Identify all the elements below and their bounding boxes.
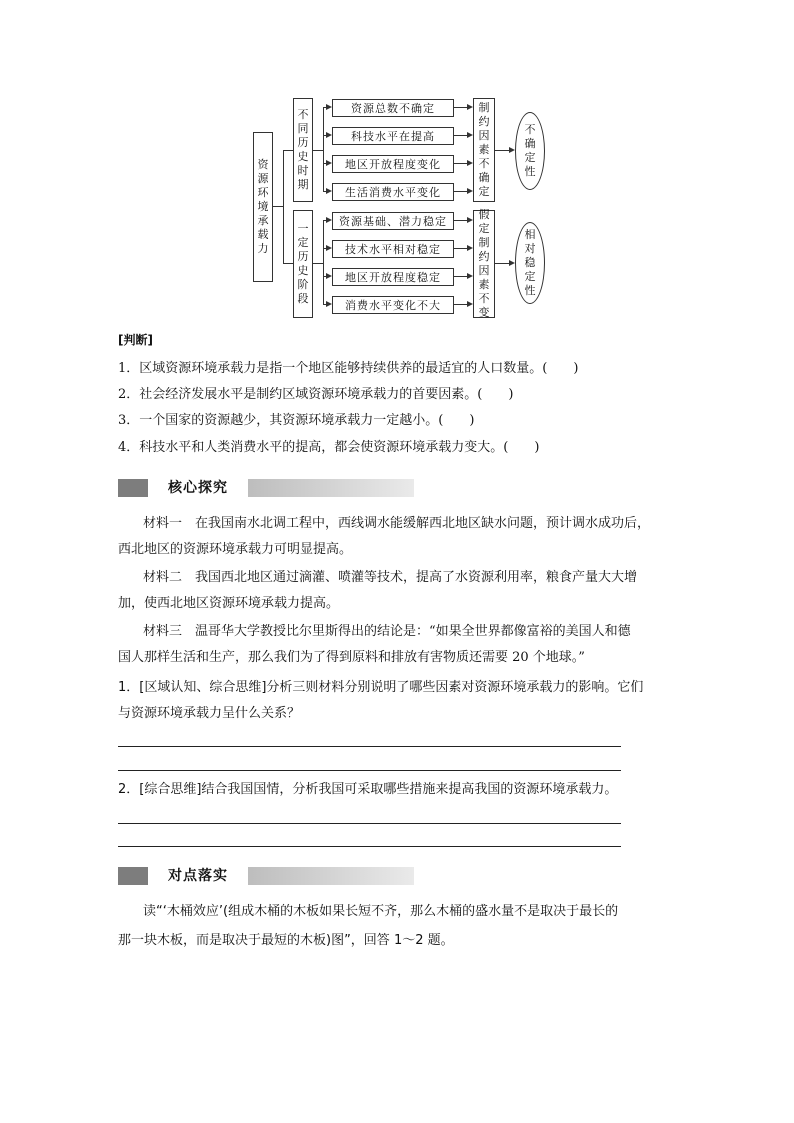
diagram-char: 定 (524, 270, 536, 283)
diagram-char: 确 (478, 171, 490, 184)
diagram-item-box: 资源总数不确定 (332, 99, 454, 117)
diagram-char: 期 (297, 178, 309, 191)
diagram-char: 素 (478, 143, 490, 156)
diagram-char: 历 (297, 136, 309, 149)
judge-item-4: 4．科技水平和人类消费水平的提高，都会使资源环境承载力变大。( ) (118, 440, 540, 455)
diagram-char: 因 (478, 129, 490, 142)
diagram-char: 制 (478, 236, 490, 249)
diagram-bottom-factor-box (473, 210, 495, 318)
material-3-line-2: 国人那样生活和生产，那么我们为了得到原料和排放有害物质还需要 20 个地球。” (118, 650, 585, 665)
diagram-char: 不 (297, 108, 309, 121)
diagram-char: 不 (478, 292, 490, 305)
diagram-item-box: 地区开放程度变化 (332, 155, 454, 173)
diagram-char: 性 (524, 284, 536, 297)
judge-item-3: 3．一个国家的资源越少，其资源环境承载力一定越小。( ) (118, 413, 475, 428)
diagram-item-box: 技术水平相对稳定 (332, 240, 454, 258)
diagram-char: 定 (297, 236, 309, 249)
diagram-item-box: 地区开放程度稳定 (332, 268, 454, 286)
judge-heading: [判断] (118, 333, 153, 347)
material-3-line-1: 材料三 温哥华大学教授比尔里斯得出的结论是：“如果全世界都像富裕的美国人和德 (143, 624, 631, 639)
diagram-char: 时 (297, 164, 309, 177)
practice-intro-line-2: 那一块木板，而是取决于最短的木板)图”，回答 1～2 题。 (118, 933, 454, 948)
diagram-root-box (253, 132, 273, 282)
diagram-item-box: 科技水平在提高 (332, 127, 454, 145)
question-1-line-2: 与资源环境承载力呈什么关系？ (118, 706, 301, 721)
practice-intro-line-1: 读“‘木桶效应’(组成木桶的木板如果长短不齐，那么木桶的盛水量不是取决于最长的 (143, 904, 619, 919)
diagram-char: 稳 (524, 256, 536, 269)
answer-line[interactable] (118, 846, 621, 847)
diagram-char: 力 (257, 242, 269, 255)
diagram-char: 约 (478, 115, 490, 128)
diagram-char: 环 (257, 186, 269, 199)
diagram-char: 同 (297, 122, 309, 135)
diagram-char: 资 (257, 158, 269, 171)
diagram-char: 承 (257, 214, 269, 227)
diagram-char: 史 (297, 264, 309, 277)
diagram-char: 史 (297, 150, 309, 163)
material-2-line-2: 加，使西北地区资源环境承载力提高。 (118, 596, 340, 611)
diagram-top-result (515, 112, 545, 190)
diagram-char: 因 (478, 264, 490, 277)
judge-item-2: 2．社会经济发展水平是制约区域资源环境承载力的首要因素。( ) (118, 387, 514, 402)
diagram-item-box: 生活消费水平变化 (332, 183, 454, 201)
diagram-char: 定 (478, 222, 490, 235)
diagram-char: 性 (524, 165, 536, 178)
section-title-core: 核心探究 (148, 479, 248, 497)
diagram-char: 定 (478, 185, 490, 198)
diagram-char: 假 (478, 208, 490, 221)
diagram-char: 载 (257, 228, 269, 241)
diagram-top-factor-box (473, 98, 495, 202)
diagram-char: 境 (257, 200, 269, 213)
material-2-line-1: 材料二 我国西北地区通过滴灌、喷灌等技术，提高了水资源利用率，粮食产量大大增 (143, 570, 638, 585)
diagram-bottom-result (515, 222, 545, 304)
diagram-char: 制 (478, 101, 490, 114)
question-2: 2．[综合思维]结合我国国情，分析我国可采取哪些措施来提高我国的资源环境承载力。 (118, 782, 618, 797)
diagram-char: 阶 (297, 278, 309, 291)
diagram-char: 变 (478, 306, 490, 319)
diagram-char: 一 (297, 222, 309, 235)
diagram-char: 段 (297, 292, 309, 305)
diagram-char: 相 (524, 228, 536, 241)
diagram-char: 约 (478, 250, 490, 263)
diagram-bottom-group-box (293, 210, 313, 318)
section-title-practice: 对点落实 (148, 867, 248, 885)
diagram-char: 源 (257, 172, 269, 185)
diagram-char: 对 (524, 242, 536, 255)
question-1-line-1: 1．[区域认知、综合思维]分析三则材料分别说明了哪些因素对资源环境承载力的影响。它们 (118, 680, 644, 695)
judge-item-1: 1．区域资源环境承载力是指一个地区能够持续供养的最适宜的人口数量。( ) (118, 361, 579, 376)
diagram-char: 确 (524, 137, 536, 150)
diagram-char: 素 (478, 278, 490, 291)
material-1-line-1: 材料一 在我国南水北调工程中，西线调水能缓解西北地区缺水问题，预计调水成功后， (143, 516, 651, 531)
answer-line[interactable] (118, 770, 621, 771)
diagram-char: 不 (524, 123, 536, 136)
diagram-char: 定 (524, 151, 536, 164)
diagram-char: 历 (297, 250, 309, 263)
material-1-line-2: 西北地区的资源环境承载力可明显提高。 (118, 542, 353, 557)
diagram-char: 不 (478, 157, 490, 170)
answer-line[interactable] (118, 823, 621, 824)
diagram-top-group-box (293, 98, 313, 202)
diagram-item-box: 消费水平变化不大 (332, 296, 454, 314)
answer-line[interactable] (118, 746, 621, 747)
diagram-item-box: 资源基础、潜力稳定 (332, 212, 454, 230)
